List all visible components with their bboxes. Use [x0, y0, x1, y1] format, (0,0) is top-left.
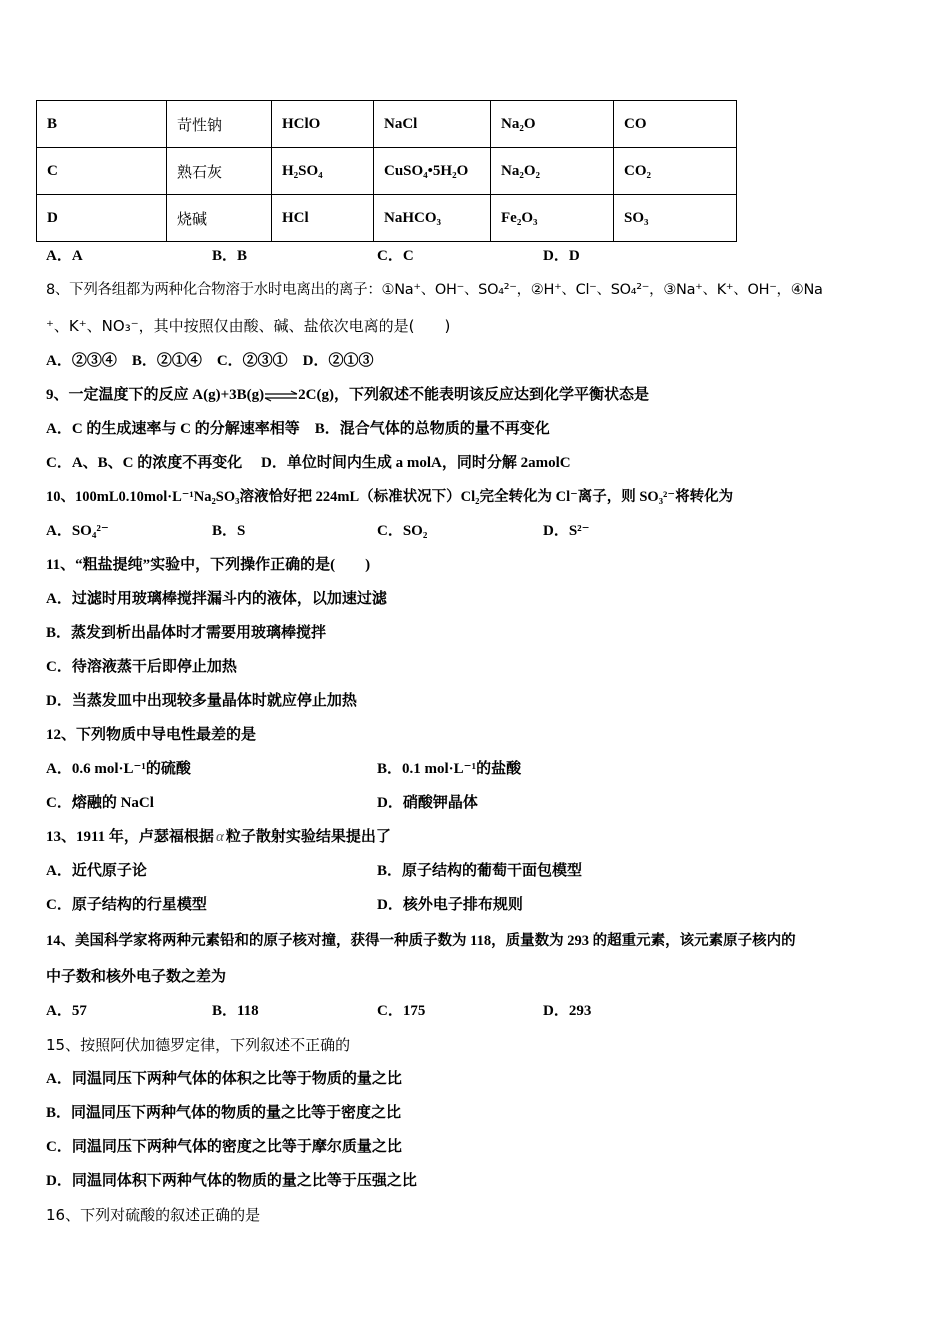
table-cell: Fe₂O₃ — [491, 195, 614, 242]
table-cell: Na₂O — [491, 101, 614, 148]
table-cell: 苛性钠 — [167, 101, 272, 148]
row-label: B — [37, 101, 167, 148]
table-cell: Na₂O₂ — [491, 148, 614, 195]
table-cell: CO₂ — [614, 148, 737, 195]
q9-stem-part2: 2C(g)，下列叙述不能表明该反应达到化学平衡状态是 — [298, 387, 649, 403]
q7-options — [46, 246, 906, 266]
table-cell: SO₃ — [614, 195, 737, 242]
q12-options-row2 — [46, 793, 906, 813]
table-cell: CO — [614, 101, 737, 148]
q15-option-a: A．同温同压下两种气体的体积之比等于物质的量之比 — [46, 1071, 402, 1087]
q9-stem — [46, 385, 649, 405]
option-b: B．S — [212, 523, 246, 539]
option-b: B．原子结构的葡萄干面包模型 — [377, 863, 583, 879]
option-a: A．SO₄²⁻ — [46, 523, 109, 539]
option-c: C．SO₂ — [377, 523, 428, 539]
row-label: D — [37, 195, 167, 242]
option-a: A．0.6 mol·L⁻¹的硫酸 — [46, 761, 191, 777]
q14-stem-line2: 中子数和核外电子数之差为 — [46, 969, 227, 985]
table-row — [37, 101, 737, 148]
q14-options — [46, 1001, 906, 1021]
q11-option-c: C．待溶液蒸干后即停止加热 — [46, 659, 237, 675]
q15-option-d: D．同温同体积下两种气体的物质的量之比等于压强之比 — [46, 1173, 417, 1189]
option-b: B．118 — [212, 1003, 259, 1019]
q10-options — [46, 521, 906, 541]
q13-options-row1 — [46, 861, 906, 881]
option-a: A．A — [46, 248, 83, 264]
classification-table — [36, 100, 737, 242]
table-cell: CuSO₄•5H₂O — [374, 148, 491, 195]
table-cell: 熟石灰 — [167, 148, 272, 195]
q12-stem: 12、下列物质中导电性最差的是 — [46, 727, 257, 743]
option-c: C．熔融的 NaCl — [46, 795, 154, 811]
q11-option-a: A．过滤时用玻璃棒搅拌漏斗内的液体，以加速过滤 — [46, 591, 387, 607]
q10-stem: 10、100mL0.10mol·L⁻¹Na₂SO₃溶液恰好把 224mL（标准状况下）Cl₂完全转化为 Cl⁻离子，则 SO₃²⁻将转化为 — [46, 489, 734, 505]
option-c: C．175 — [377, 1003, 426, 1019]
table-cell: NaHCO₃ — [374, 195, 491, 242]
table-cell: HCl — [272, 195, 374, 242]
table-row — [37, 195, 737, 242]
q13-stem-part2: 粒子散射实验结果提出了 — [225, 829, 391, 845]
table-cell: H₂SO₄ — [272, 148, 374, 195]
equilibrium-arrow-icon — [264, 390, 298, 402]
q12-options-row1 — [46, 759, 906, 779]
q11-stem: 11、“粗盐提纯”实验中，下列操作正确的是( ) — [46, 557, 371, 573]
alpha-symbol: α — [215, 829, 224, 845]
q15-option-c: C．同温同压下两种气体的密度之比等于摩尔质量之比 — [46, 1139, 402, 1155]
q8-stem-line1: 8、下列各组都为两种化合物溶于水时电离出的离子：①Na⁺、OH⁻、SO₄²⁻，②H⁺、Cl⁻、SO₄²⁻，③Na⁺、K⁺、OH⁻，④Na — [46, 282, 823, 298]
option-c: C．原子结构的行星模型 — [46, 897, 207, 913]
option-d: D．硝酸钾晶体 — [377, 795, 478, 811]
q11-option-b: B．蒸发到析出晶体时才需要用玻璃棒搅拌 — [46, 625, 327, 641]
q11-option-d: D．当蒸发皿中出现较多量晶体时就应停止加热 — [46, 693, 357, 709]
q8-stem-line2: ⁺、K⁺、NO₃⁻，其中按照仅由酸、碱、盐依次电离的是( ) — [46, 317, 451, 335]
option-d: D．S²⁻ — [543, 523, 590, 539]
q14-stem-line1: 14、美国科学家将两种元素铅和的原子核对撞，获得一种质子数为 118，质量数为 293 的超重元素，该元素原子核内的 — [46, 933, 796, 949]
q13-stem — [46, 827, 391, 847]
table-cell: 烧碱 — [167, 195, 272, 242]
table-cell: HClO — [272, 101, 374, 148]
q9-stem-part1: 9、一定温度下的反应 A(g)+3B(g) — [46, 387, 265, 403]
option-d: D．核外电子排布规则 — [377, 897, 523, 913]
option-c: C．C — [377, 248, 414, 264]
q13-options-row2 — [46, 895, 906, 915]
option-d: D．D — [543, 248, 580, 264]
q13-stem-part1: 13、1911 年，卢瑟福根据 — [46, 829, 214, 845]
option-b: B．B — [212, 248, 248, 264]
row-label: C — [37, 148, 167, 195]
q9-options-cd: C．A、B、C 的浓度不再变化 D．单位时间内生成 a molA，同时分解 2amolC — [46, 455, 571, 471]
option-b: B．0.1 mol·L⁻¹的盐酸 — [377, 761, 522, 777]
q15-option-b: B．同温同压下两种气体的物质的量之比等于密度之比 — [46, 1105, 402, 1121]
option-a: A．近代原子论 — [46, 863, 147, 879]
q15-stem: 15、按照阿伏加德罗定律，下列叙述不正确的 — [46, 1036, 351, 1054]
q16-stem: 16、下列对硫酸的叙述正确的是 — [46, 1206, 261, 1224]
q8-options: A．②③④ B．②①④ C．②③① D．②①③ — [46, 353, 374, 369]
option-d: D．293 — [543, 1003, 592, 1019]
table-cell: NaCl — [374, 101, 491, 148]
option-a: A．57 — [46, 1003, 87, 1019]
q9-options-ab: A．C 的生成速率与 C 的分解速率相等 B．混合气体的总物质的量不再变化 — [46, 421, 550, 437]
table-row — [37, 148, 737, 195]
